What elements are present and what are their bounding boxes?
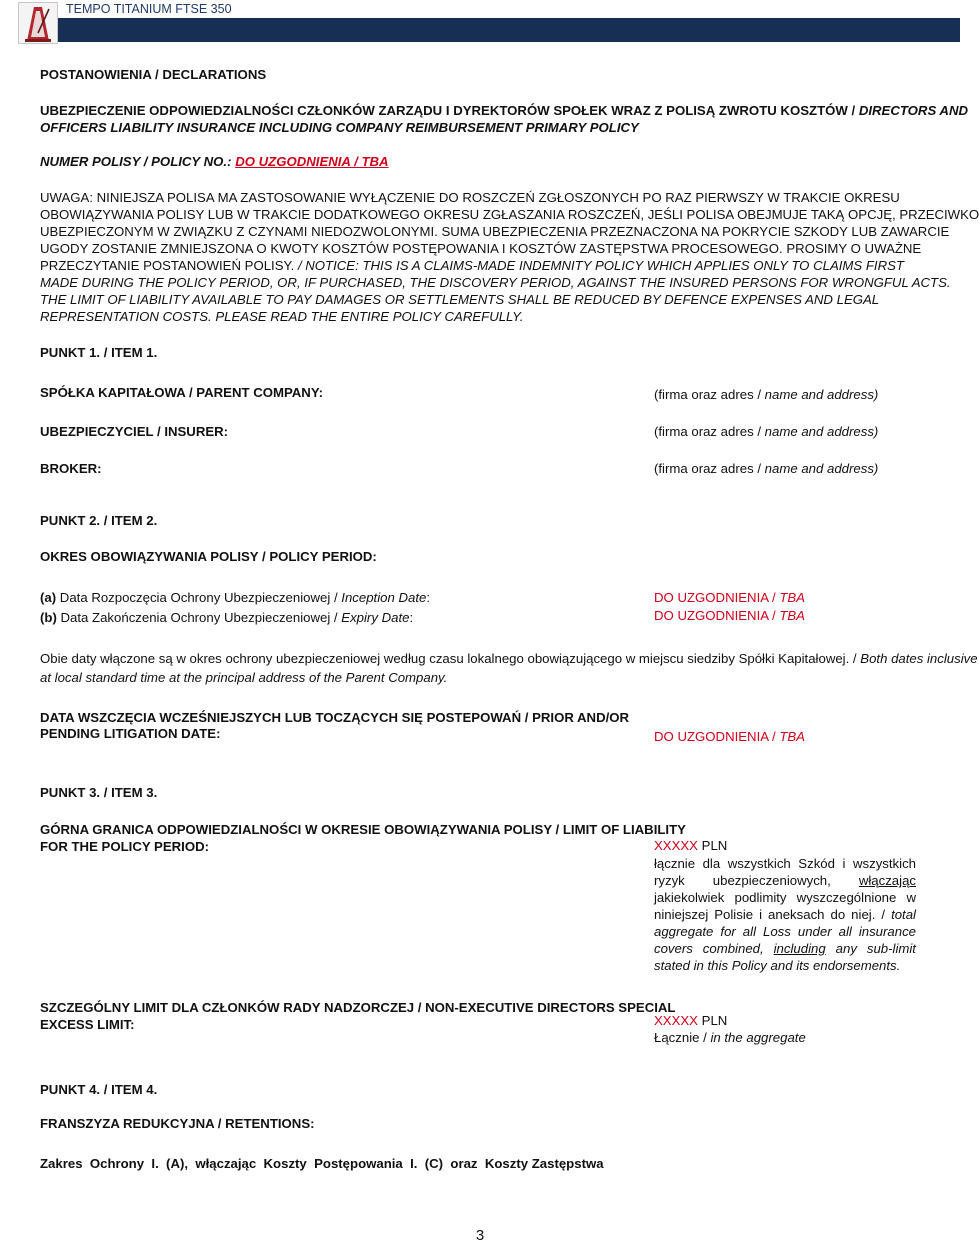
notice-line-4: UGODY ZOSTANIE ZMNIEJSZONA O KWOTY KOSZTÓW POSTĘPOWANIA I KOSZTÓW ZASTĘPSTWA PROCESOWEGO. PROSIMY O UWAŻNE [40,241,922,256]
inception-date-value: DO UZGODNIENIA / TBA [654,590,805,605]
header-bar [56,18,960,42]
retentions-scope-text: Zakres Ochrony I. (A), włączając Koszty Postępowania I. (C) oraz Koszty Zastępstwa [40,1156,604,1171]
ned-special-limit-amount: XXXXX PLN [654,1013,728,1028]
limit-of-liability-description: łącznie dla wszystkich Szkód i wszystkich ryzyk ubezpieczeniowych, włączając jakiekolwiek podlimity wyszczególnione w niniejszej Polisie i aneksach do niej. / total aggregate for all Loss under all insurance covers combined, including any sub-limit stated in this Policy and its endorsements. [654,856,916,973]
metronome-logo-icon [18,2,58,44]
expiry-date-label: (b) Data Zakończenia Ochrony Ubezpieczeniowej / Expiry Date: [40,610,414,625]
policy-number-row: NUMER POLISY / POLICY NO.: DO UZGODNIENIA / TBA [40,154,389,169]
notice-line-1: UWAGA: NINIEJSZA POLISA MA ZASTOSOWANIE WYŁĄCZENIE DO ROSZCZEŃ ZGŁOSZONYCH PO RAZ PIERWSZY W TRAKCIE OKRESU [40,190,900,205]
period-note-line-1: Obie daty włączone są w okres ochrony ubezpieczeniowej według czasu lokalnego obowiązującego w miejscu siedziby Spółki Kapitałowej. / Both dates inclusive [40,651,978,666]
retentions-heading: FRANSZYZA REDUKCYJNA / RETENTIONS: [40,1116,315,1131]
policy-number-value: DO UZGODNIENIA / TBA [235,154,389,169]
limit-of-liability-amount: XXXXX PLN [654,838,728,853]
notice-line-3: UBEZPIECZONYM W ZWIĄZKU Z CZYNAMI NIEDOZWOLONYMI. SUMA UBEZPIECZENIA PRZEZNACZONA NA POKRYCIE SZKODY LUB ZAWARCIE [40,224,950,239]
policy-number-label: NUMER POLISY / POLICY NO. [40,154,228,169]
insurer-value: (firma oraz adres / name and address) [654,424,879,439]
policy-title-pl: UBEZPIECZENIE ODPOWIEDZIALNOŚCI CZŁONKÓW ZARZĄDU I DYREKTORÓW SPOŁEK WRAZ Z POLISĄ ZWROTU KOSZTÓW / [40,103,856,118]
broker-value: (firma oraz adres / name and address) [654,461,879,476]
item2-heading: PUNKT 2. / ITEM 2. [40,513,158,528]
prior-litigation-value: DO UZGODNIENIA / TBA [654,729,805,744]
parent-company-label: SPÓŁKA KAPITAŁOWA / PARENT COMPANY: [40,385,324,400]
item4-heading: PUNKT 4. / ITEM 4. [40,1082,158,1097]
page-number: 3 [475,1227,485,1244]
limit-of-liability-label-2: FOR THE POLICY PERIOD: [40,839,210,854]
parent-company-value: (firma oraz adres / name and address) [654,387,879,402]
item3-heading: PUNKT 3. / ITEM 3. [40,785,158,800]
notice-line-2: OBOWIĄZYWANIA POLISY LUB W TRAKCIE DODATKOWEGO OKRESU ZGŁASZANIA ROSZCZEŃ, JEŚLI POLISA OBEJMUJE TAKĄ OPCJĘ, PRZECIWKO [40,207,979,222]
declarations-heading: POSTANOWIENIA / DECLARATIONS [40,67,267,82]
notice-line-5: PRZECZYTANIE POSTANOWIEŃ POLISY. / NOTICE: THIS IS A CLAIMS-MADE INDEMNITY POLICY WHICH APPLIES ONLY TO CLAIMS FIRST [40,258,904,273]
limit-of-liability-label-1: GÓRNA GRANICA ODPOWIEDZIALNOŚCI W OKRESIE OBOWIĄZYWANIA POLISY / LIMIT OF LIABILITY [40,822,686,837]
prior-litigation-label-1: DATA WSZCZĘCIA WCZEŚNIEJSZYCH LUB TOCZĄCYCH SIĘ POSTEPOWAŃ / PRIOR AND/OR [40,710,630,725]
notice-en-line-3: THE LIMIT OF LIABILITY AVAILABLE TO PAY DAMAGES OR SETTLEMENTS SHALL BE REDUCED BY DEFENCE EXPENSES AND LEGAL [40,292,880,307]
header-title: TEMPO TITANIUM FTSE 350 [66,2,232,16]
ned-special-limit-label-1: SZCZEGÓLNY LIMIT DLA CZŁONKÓW RADY NADZORCZEJ / NON-EXECUTIVE DIRECTORS SPECIAL [40,1000,676,1015]
ned-special-limit-label-2: EXCESS LIMIT: [40,1017,135,1032]
notice-en-line-2: MADE DURING THE POLICY PERIOD, OR, IF PURCHASED, THE DISCOVERY PERIOD, AGAINST THE INSURED PERSONS FOR WRONGFUL ACTS. [40,275,951,290]
policy-period-heading: OKRES OBOWIĄZYWANIA POLISY / POLICY PERIOD: [40,549,377,564]
expiry-date-value: DO UZGODNIENIA / TBA [654,608,805,623]
insurer-label: UBEZPIECZYCIEL / INSURER: [40,424,229,439]
item1-heading: PUNKT 1. / ITEM 1. [40,345,158,360]
policy-title [40,103,968,118]
policy-title-en-start: DIRECTORS AND [858,103,968,118]
document-header [0,0,960,46]
ned-special-limit-description: Łącznie / in the aggregate [654,1030,806,1045]
policy-title-en: OFFICERS LIABILITY INSURANCE INCLUDING COMPANY REIMBURSEMENT PRIMARY POLICY [40,120,639,135]
inception-date-label: (a) Data Rozpoczęcia Ochrony Ubezpieczeniowej / Inception Date: [40,590,430,605]
prior-litigation-label-2: PENDING LITIGATION DATE: [40,726,221,741]
broker-label: BROKER: [40,461,102,476]
notice-en-start: / NOTICE: THIS IS A CLAIMS-MADE INDEMNITY POLICY WHICH APPLIES ONLY TO CLAIMS FIRST [297,258,904,273]
period-note-line-2: at local standard time at the principal address of the Parent Company. [40,670,448,685]
notice-en-line-4: REPRESENTATION COSTS. PLEASE READ THE ENTIRE POLICY CAREFULLY. [40,309,524,324]
